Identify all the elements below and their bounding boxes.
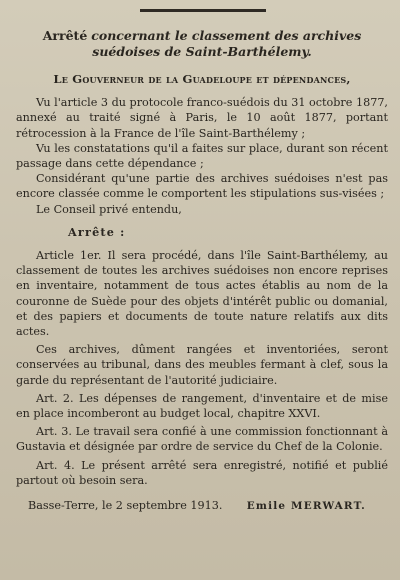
- governor-heading: Le Gouverneur de la Guadeloupe et dépendances,: [53, 72, 351, 86]
- article-3: Art. 3. Le travail sera confié à une commission fonctionnant à Gustavia et désignée par ordre de service du Chef de la Colonie.: [16, 425, 388, 454]
- considerant-3: Considérant qu'une partie des archives suédoises n'est pas encore classée comme le comportent les stipulations sus-visées ;: [16, 172, 388, 201]
- article-4: Art. 4. Le présent arrêté sera enregistré, notifié et publié partout où besoin sera.: [16, 458, 388, 487]
- signature-line: [16, 498, 388, 514]
- considerant-1: Vu l'article 3 du protocole franco-suédois du 31 octobre 1877, annexé au traité signé à Paris, le 10 août 1877, portant rétrocession à la France de l'île Saint-Barthélemy ;: [16, 96, 388, 140]
- considerant-4: Le Conseil privé entendu,: [36, 202, 182, 216]
- place-date: Basse-Terre, le 2 septembre 1913.: [28, 499, 223, 513]
- article-2: Art. 2. Les dépenses de rangement, d'inventaire et de mise en place incomberont au budget local, chapitre XXVI.: [16, 391, 388, 421]
- title-lead: Arrêté: [42, 28, 88, 43]
- title-rest: concernant le classement des archives suédoises de Saint-Barthélemy.: [91, 28, 362, 59]
- arrete-heading: Arrête :: [68, 224, 126, 239]
- decree-text: [16, 28, 388, 514]
- signature: Emile MERWART.: [246, 500, 366, 513]
- header-rule: [140, 9, 266, 12]
- article-1-archives-paragraph: Ces archives, dûment rangées et inventoriées, seront conservées au tribunal, dans des meubles fermant à clef, sous la garde du représentant de l'autorité judiciaire.: [16, 343, 388, 387]
- article-1-paragraph: Article 1er. Il sera procédé, dans l'île Saint-Barthélemy, au classement de toutes les archives suédoises non encore reprises en inventaire, notamment de tous actes établis au nom de la couronne de Suède pour des objets d'intérêt public ou domanial, et des papiers et documents de toute nature relatifs aux dits actes.: [16, 249, 388, 339]
- considerant-2: Vu les constatations qu'il a faites sur place, durant son récent passage dans cette dépendance ;: [16, 141, 388, 171]
- decree-title: [16, 28, 388, 60]
